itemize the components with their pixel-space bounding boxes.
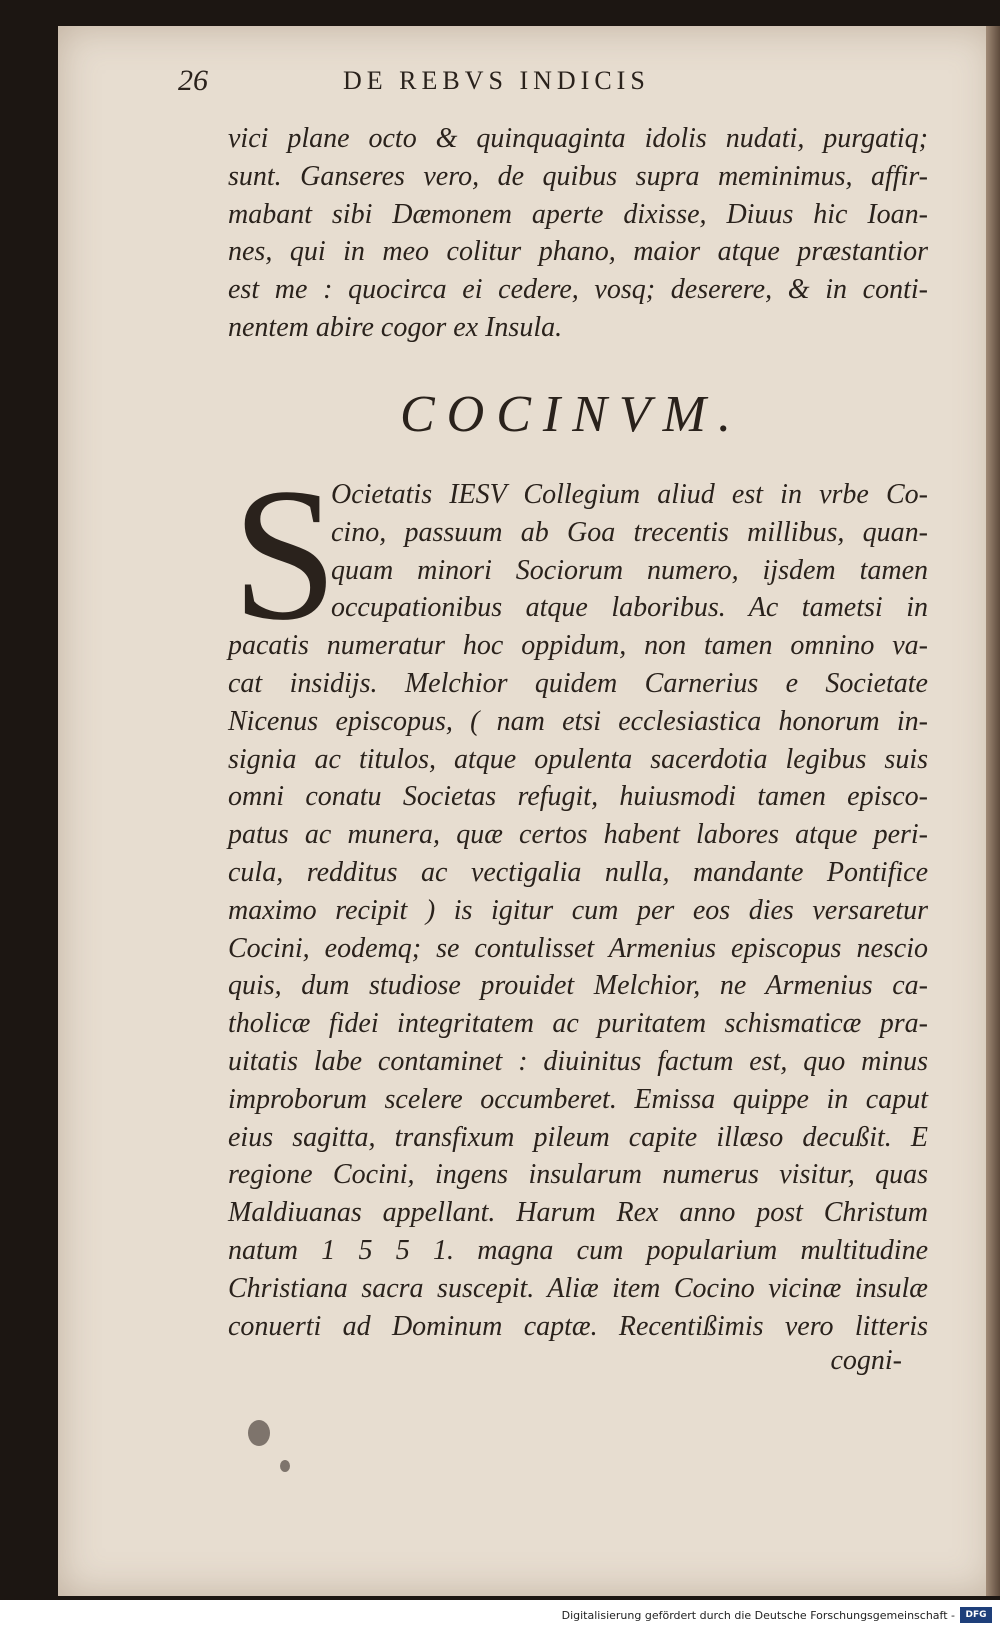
footer-bar [0,1600,1000,1633]
page-number: 26 [178,64,208,97]
dfg-logo: DFG [960,1607,992,1623]
text-line: regione Cocini, ingens insularum numerus visitur, quas [228,1159,928,1191]
text-line: uitatis labe contaminet : diuinitus factum est, quo minus [228,1046,928,1077]
text-line: cat insidijs. Melchior quidem Carnerius e Societate [228,668,928,699]
running-head-title: DE REBVS INDICIS [343,66,650,95]
text-line: conuerti ad Dominum captæ. Recentißimis vero litteris [228,1310,928,1342]
text-line: patus ac munera, quæ certos habent labores atque peri- [228,819,928,851]
text-line: eius sagitta, transfixum pileum capite illæso decußit. E [228,1121,928,1153]
ink-stain [280,1460,290,1472]
text-line: vici plane octo & quinquaginta idolis nudati, purgatiq; [228,123,928,154]
text-line: est me : quocirca ei cedere, vosq; deserere, & in conti- [228,274,928,306]
footer-credit: Digitalisierung gefördert durch die Deutsche Forschungsgemeinschaft - [561,1609,955,1622]
text-line: Christiana sacra suscepit. Aliæ item Cocino vicinæ insulæ [228,1272,928,1304]
drop-cap: S [232,450,338,660]
text-line: mabant sibi Dæmonem aperte dixisse, Diuus hic Ioan- [228,198,928,230]
catchword: cogni- [830,1345,902,1376]
text-line: natum 1 5 5 1. magna cum popularium multitudine [228,1235,928,1266]
text-line: Ocietatis IESV Collegium aliud est in vrbe Co- [331,479,928,510]
ink-stain [248,1420,270,1446]
text-line: maximo recipit ) is igitur cum per eos dies versaretur [228,894,928,926]
text-line: improborum scelere occumberet. Emissa quippe in caput [228,1083,928,1115]
text-line: signia ac titulos, atque opulenta sacerdotia legibus suis [228,743,928,775]
text-line: nes, qui in meo colitur phano, maior atque præstantior [228,236,928,268]
text-line: nentem abire cogor ex Insula. [228,312,563,343]
page-edge [986,26,1000,1596]
text-line: tholicæ fidei integritatem ac puritatem schismaticæ pra- [228,1008,928,1040]
text-line: Cocini, eodemq; se contulisset Armenius episcopus nescio [228,932,928,964]
section-heading: COCINVM. [400,386,743,443]
text-line: quam minori Sociorum numero, ijsdem tamen [331,554,928,586]
text-line: occupationibus atque laboribus. Ac tametsi in [331,592,928,624]
running-head [178,64,918,104]
text-line: cino, passuum ab Goa trecentis millibus, quan- [331,516,928,548]
text-line: quis, dum studiose prouidet Melchior, ne Armenius ca- [228,970,928,1002]
text-line: Maldiuanas appellant. Harum Rex anno post Christum [228,1197,928,1229]
text-line: cula, redditus ac vectigalia nulla, mandante Pontifice [228,857,928,888]
text-line: sunt. Ganseres vero, de quibus supra meminimus, affir- [228,160,928,192]
text-line: pacatis numeratur hoc oppidum, non tamen omnino va- [228,630,928,662]
text-line: omni conatu Societas refugit, huiusmodi tamen episco- [228,781,928,813]
text-line: Nicenus episcopus, ( nam etsi ecclesiastica honorum in- [228,705,928,737]
